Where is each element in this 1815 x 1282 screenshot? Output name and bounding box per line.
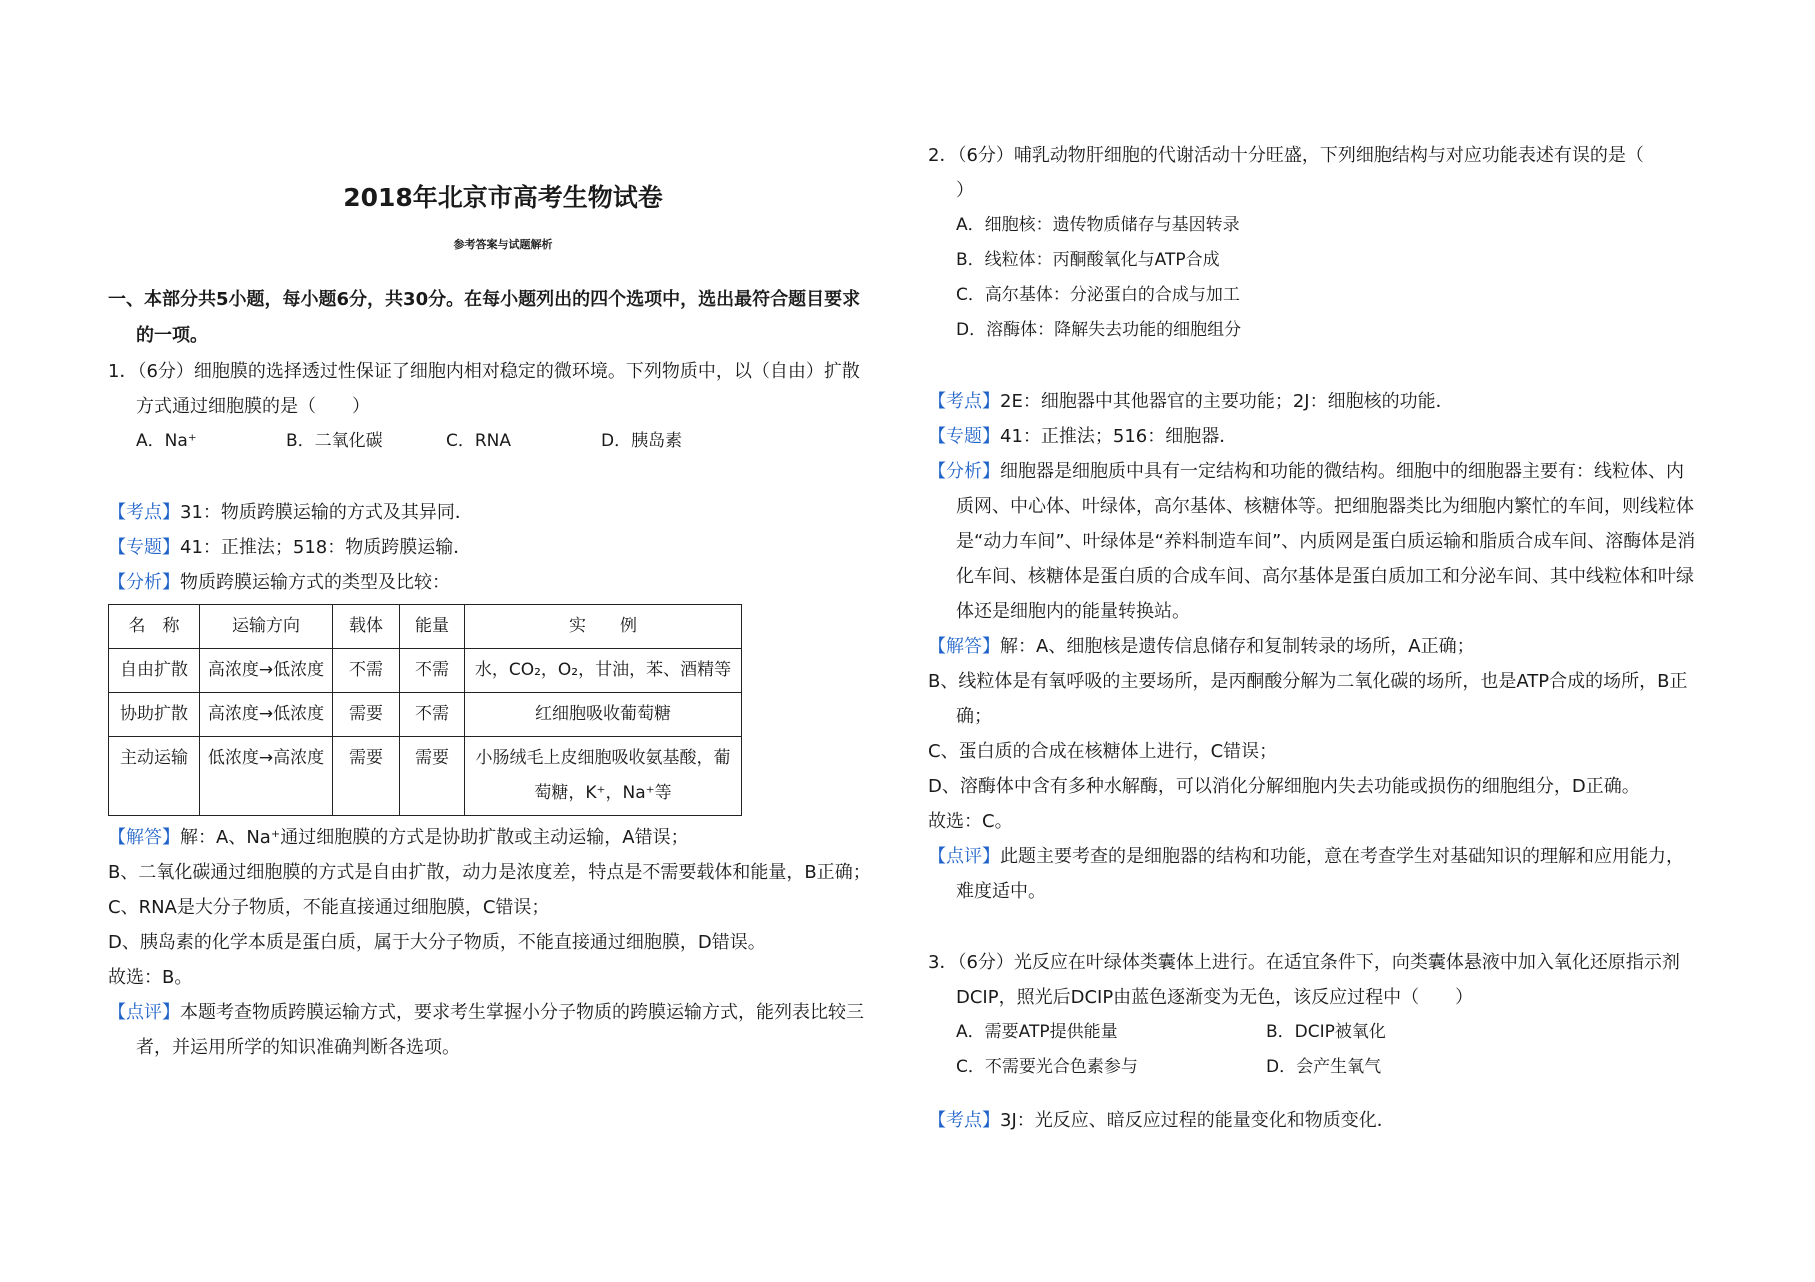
dianping-text-cont: 者，并运用所学的知识准确判断各选项。 <box>136 1037 460 1058</box>
fenxi-line: 化车间、核糖体是蛋白质的合成车间、高尔基体是蛋白质加工和分泌车间、其中线粒体和叶绿 <box>956 566 1694 587</box>
q2-option-d: D．溶酶体：降解失去功能的细胞组分 <box>956 320 1242 340</box>
table-cell: 不需 <box>400 649 465 693</box>
question-1-line1: 1．（6分）细胞膜的选择透过性保证了细胞内相对稳定的微环境。下列物质中，以（自由）扩散 <box>108 361 860 382</box>
zhuanti-text: 41：正推法；516：细胞器． <box>1000 426 1238 447</box>
section-heading-line2: 的一项。 <box>136 325 208 346</box>
answer-choice: 故选：B。 <box>108 967 193 988</box>
zhuanti-tag: 【专题】 <box>928 426 1000 447</box>
jieda-line: B、二氧化碳通过细胞膜的方式是自由扩散，动力是浓度差，特点是不需要载体和能量，B正确； <box>108 862 871 883</box>
question-2-options <box>928 208 1728 348</box>
question-3 <box>928 945 1728 1015</box>
jieda-line: B、线粒体是有氧呼吸的主要场所，是丙酮酸分解为二氧化碳的场所，也是ATP合成的场所，B正 <box>928 671 1688 692</box>
dianping-text-cont: 难度适中。 <box>956 881 1046 902</box>
q2-jieda <box>928 629 1728 664</box>
q2-zhuanti <box>928 419 1728 454</box>
q2-dianping <box>928 839 1728 909</box>
q1-option-a: A．Na⁺ <box>136 431 197 451</box>
table-cell: 红细胞吸收葡萄糖 <box>465 693 742 737</box>
q3-option-c: C．不需要光合色素参与 <box>956 1057 1138 1077</box>
table-row <box>109 649 742 693</box>
kaodian-tag: 【考点】 <box>108 502 180 523</box>
fenxi-line: 是“动力车间”、叶绿体是“养料制造车间”、内质网是蛋白质运输和脂质合成车间、溶酶体是消 <box>956 531 1696 552</box>
right-column <box>928 138 1728 1138</box>
table-cell: 低浓度→高浓度 <box>200 737 333 816</box>
question-3-options <box>928 1015 1728 1085</box>
q1-zhuanti <box>108 530 908 565</box>
table-cell: 高浓度→低浓度 <box>200 649 333 693</box>
jieda-line: 解：A、细胞核是遗传信息储存和复制转录的场所，A正确； <box>1000 636 1475 657</box>
dianping-tag: 【点评】 <box>928 846 1000 867</box>
table-header: 载体 <box>333 605 400 649</box>
fenxi-text: 物质跨膜运输方式的类型及比较： <box>180 572 450 593</box>
zhuanti-tag: 【专题】 <box>108 537 180 558</box>
jieda-tag: 【解答】 <box>108 827 180 848</box>
q2-kaodian <box>928 384 1728 419</box>
table-cell: 水，CO₂，O₂，甘油，苯、酒精等 <box>465 649 742 693</box>
kaodian-text: 31：物质跨膜运输的方式及其异同． <box>180 502 473 523</box>
table-cell: 协助扩散 <box>109 693 200 737</box>
q3-option-d: D．会产生氧气 <box>1266 1057 1382 1077</box>
jieda-line: 确； <box>956 706 992 727</box>
table-cell: 自由扩散 <box>109 649 200 693</box>
table-header: 能量 <box>400 605 465 649</box>
q1-option-d: D．胰岛素 <box>601 431 683 451</box>
dianping-text: 此题主要考查的是细胞器的结构和功能，意在考查学生对基础知识的理解和应用能力， <box>1000 846 1684 867</box>
q3-kaodian <box>928 1103 1728 1138</box>
table-header: 运输方向 <box>200 605 333 649</box>
table-cell: 小肠绒毛上皮细胞吸收氨基酸，葡萄糖，K⁺，Na⁺等 <box>465 737 742 816</box>
dianping-tag: 【点评】 <box>108 1002 180 1023</box>
dianping-text: 本题考查物质跨膜运输方式，要求考生掌握小分子物质的跨膜运输方式，能列表比较三 <box>180 1002 864 1023</box>
question-3-line2: DCIP，照光后DCIP由蓝色逐渐变为无色，该反应过程中（ ） <box>956 987 1474 1008</box>
q2-option-a: A．细胞核：遗传物质储存与基因转录 <box>956 215 1240 235</box>
zhuanti-text: 41：正推法；518：物质跨膜运输． <box>180 537 472 558</box>
q2-option-c: C．高尔基体：分泌蛋白的合成与加工 <box>956 285 1240 305</box>
q2-fenxi <box>928 454 1728 629</box>
fenxi-tag: 【分析】 <box>928 461 1000 482</box>
jieda-line: 解：A、Na⁺通过细胞膜的方式是协助扩散或主动运输，A错误； <box>180 827 689 848</box>
fenxi-line: 质网、中心体、叶绿体，高尔基体、核糖体等。把细胞器类比为细胞内繁忙的车间，则线粒体 <box>956 496 1694 517</box>
q3-option-a: A．需要ATP提供能量 <box>956 1022 1118 1042</box>
table-cell: 需要 <box>400 737 465 816</box>
page-subtitle: 参考答案与试题解析 <box>453 238 553 251</box>
fenxi-tag: 【分析】 <box>108 572 180 593</box>
section-heading-line1: 一、本部分共5小题，每小题6分，共30分。在每小题列出的四个选项中，选出最符合题目要求 <box>108 289 861 310</box>
kaodian-tag: 【考点】 <box>928 391 1000 412</box>
question-2-line1: 2．（6分）哺乳动物肝细胞的代谢活动十分旺盛，下列细胞结构与对应功能表述有误的是（ <box>928 145 1644 166</box>
jieda-line: C、RNA是大分子物质，不能直接通过细胞膜，C错误； <box>108 897 550 918</box>
table-cell: 需要 <box>333 693 400 737</box>
q1-option-c: C．RNA <box>446 431 512 451</box>
page-title: 2018年北京市高考生物试卷 <box>343 183 663 212</box>
question-2-line2: ） <box>956 180 974 201</box>
q1-option-b: B．二氧化碳 <box>286 431 383 451</box>
q1-dianping <box>108 995 908 1065</box>
table-cell: 不需 <box>400 693 465 737</box>
q3-option-b: B．DCIP被氧化 <box>1266 1022 1386 1042</box>
transport-table <box>108 604 742 816</box>
fenxi-line: 体还是细胞内的能量转换站。 <box>956 601 1190 622</box>
fenxi-line: 细胞器是细胞质中具有一定结构和功能的微结构。细胞中的细胞器主要有：线粒体、内 <box>1000 461 1684 482</box>
q2-option-b: B．线粒体：丙酮酸氧化与ATP合成 <box>956 250 1220 270</box>
question-3-line1: 3．（6分）光反应在叶绿体类囊体上进行。在适宜条件下，向类囊体悬液中加入氧化还原指示剂 <box>928 952 1680 973</box>
table-header: 实 例 <box>465 605 742 649</box>
table-header-row <box>109 605 742 649</box>
section-heading <box>108 282 908 354</box>
question-1-options <box>108 424 908 459</box>
kaodian-text: 3J：光反应、暗反应过程的能量变化和物质变化． <box>1000 1110 1395 1131</box>
jieda-tag: 【解答】 <box>928 636 1000 657</box>
kaodian-tag: 【考点】 <box>928 1110 1000 1131</box>
jieda-line: D、溶酶体中含有多种水解酶，可以消化分解细胞内失去功能或损伤的细胞组分，D正确。 <box>928 776 1640 797</box>
answer-choice: 故选：C。 <box>928 811 1013 832</box>
table-row <box>109 693 742 737</box>
jieda-line: C、蛋白质的合成在核糖体上进行，C错误； <box>928 741 1278 762</box>
q1-kaodian <box>108 495 908 530</box>
table-cell: 高浓度→低浓度 <box>200 693 333 737</box>
table-header: 名 称 <box>109 605 200 649</box>
q1-jieda <box>108 820 908 855</box>
question-1 <box>108 354 908 424</box>
jieda-line: D、胰岛素的化学本质是蛋白质，属于大分子物质，不能直接通过细胞膜，D错误。 <box>108 932 766 953</box>
kaodian-text: 2E：细胞器中其他器官的主要功能；2J：细胞核的功能． <box>1000 391 1454 412</box>
table-row <box>109 737 742 816</box>
table-cell: 主动运输 <box>109 737 200 816</box>
q1-fenxi <box>108 565 908 600</box>
left-column <box>108 178 908 1065</box>
question-2 <box>928 138 1728 208</box>
table-cell: 不需 <box>333 649 400 693</box>
question-1-line2: 方式通过细胞膜的是（ ） <box>136 396 370 417</box>
table-cell: 需要 <box>333 737 400 816</box>
